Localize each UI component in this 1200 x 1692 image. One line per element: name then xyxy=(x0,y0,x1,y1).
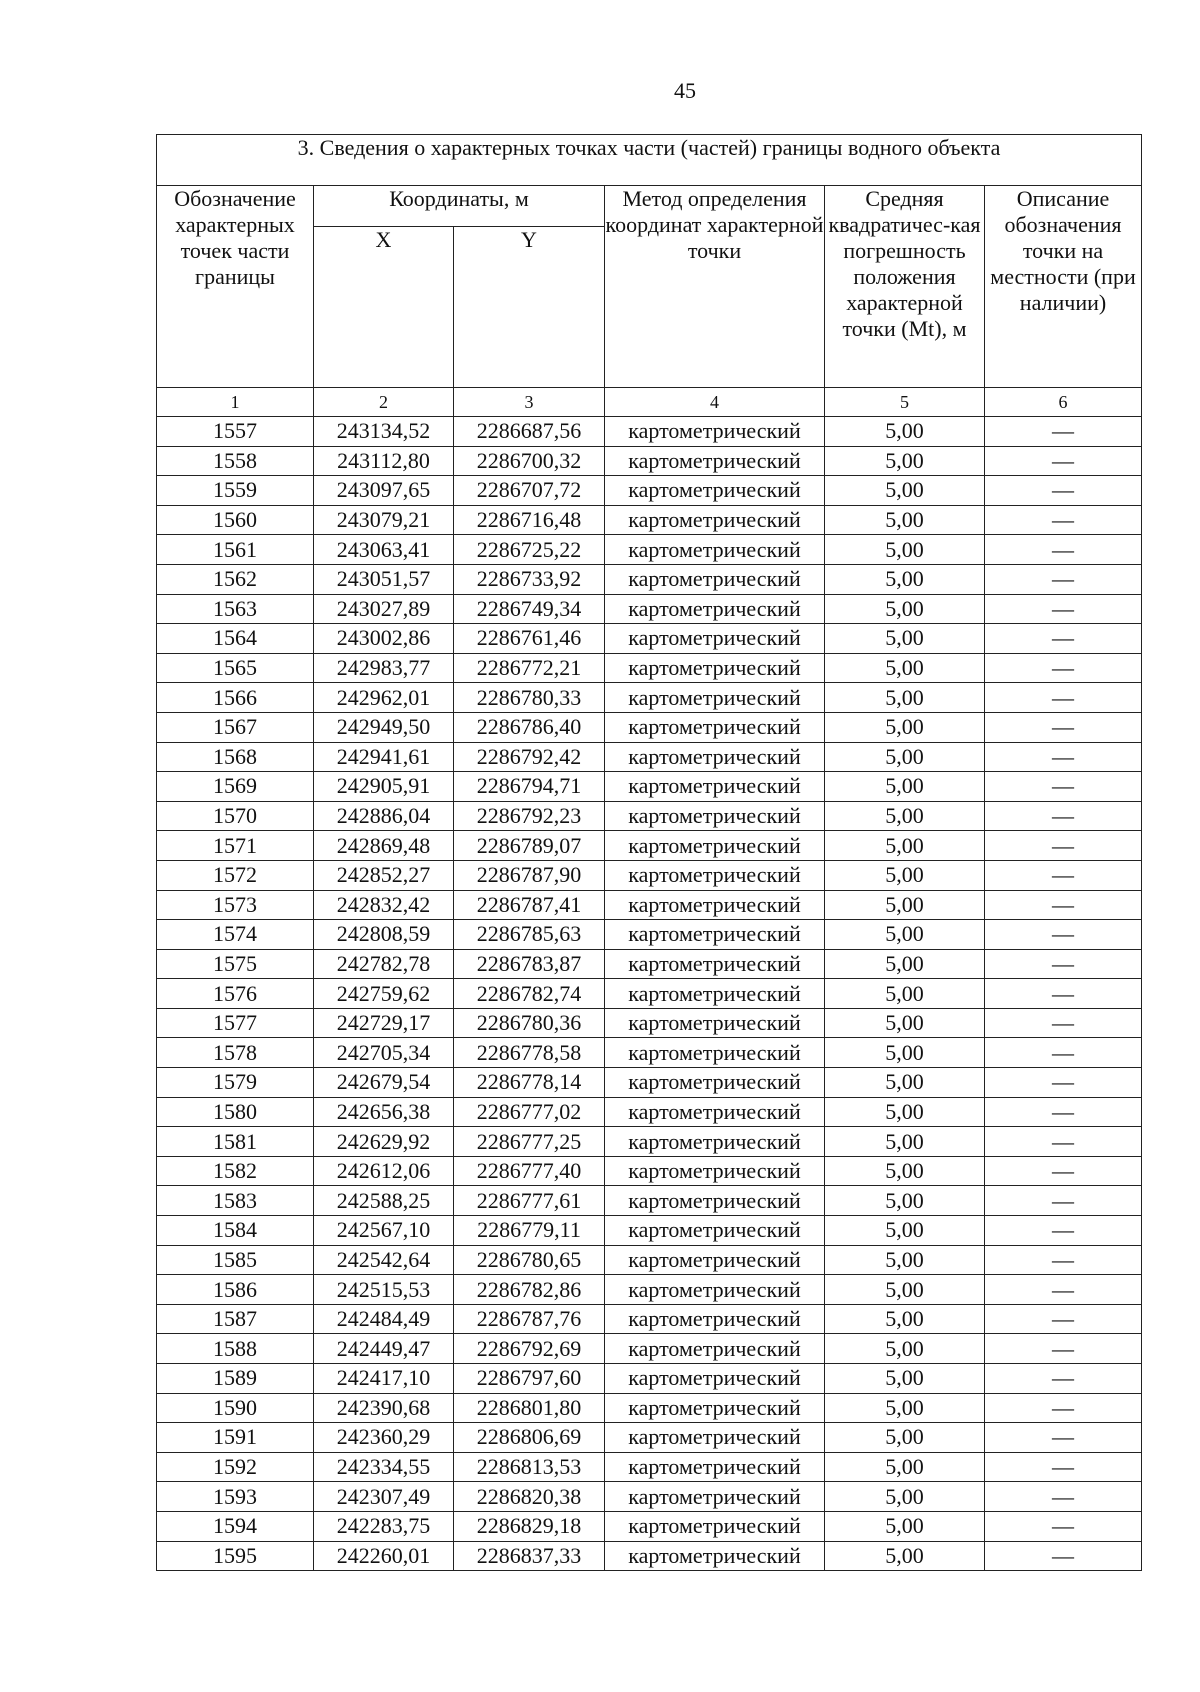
method-cell: картометрический xyxy=(605,1068,825,1098)
table-row xyxy=(157,417,1142,447)
description-cell: — xyxy=(985,1334,1142,1364)
description-cell: — xyxy=(985,1097,1142,1127)
description-cell: — xyxy=(985,860,1142,890)
y-coordinate-cell: 2286707,72 xyxy=(454,476,605,506)
header-y: Y xyxy=(454,227,605,388)
y-coordinate-cell: 2286782,86 xyxy=(454,1275,605,1305)
table-row xyxy=(157,742,1142,772)
point-id-cell: 1580 xyxy=(157,1097,314,1127)
x-coordinate-cell: 242656,38 xyxy=(314,1097,454,1127)
y-coordinate-cell: 2286687,56 xyxy=(454,417,605,447)
table-row xyxy=(157,1511,1142,1541)
description-cell: — xyxy=(985,742,1142,772)
x-coordinate-cell: 242629,92 xyxy=(314,1127,454,1157)
point-id-cell: 1571 xyxy=(157,831,314,861)
y-coordinate-cell: 2286792,23 xyxy=(454,801,605,831)
error-cell: 5,00 xyxy=(825,920,985,950)
point-id-cell: 1559 xyxy=(157,476,314,506)
point-id-cell: 1560 xyxy=(157,505,314,535)
y-coordinate-cell: 2286787,90 xyxy=(454,860,605,890)
error-cell: 5,00 xyxy=(825,1127,985,1157)
description-cell: — xyxy=(985,1452,1142,1482)
description-cell: — xyxy=(985,417,1142,447)
point-id-cell: 1570 xyxy=(157,801,314,831)
point-id-cell: 1573 xyxy=(157,890,314,920)
x-coordinate-cell: 242588,25 xyxy=(314,1186,454,1216)
error-cell: 5,00 xyxy=(825,564,985,594)
description-cell: — xyxy=(985,564,1142,594)
error-cell: 5,00 xyxy=(825,1423,985,1453)
description-cell: — xyxy=(985,831,1142,861)
x-coordinate-cell: 242449,47 xyxy=(314,1334,454,1364)
method-cell: картометрический xyxy=(605,505,825,535)
method-cell: картометрический xyxy=(605,831,825,861)
point-id-cell: 1569 xyxy=(157,772,314,802)
x-coordinate-cell: 242283,75 xyxy=(314,1511,454,1541)
error-cell: 5,00 xyxy=(825,1304,985,1334)
description-cell: — xyxy=(985,1275,1142,1305)
table-row xyxy=(157,1245,1142,1275)
table-row xyxy=(157,1008,1142,1038)
column-number: 6 xyxy=(985,388,1142,417)
method-cell: картометрический xyxy=(605,772,825,802)
method-cell: картометрический xyxy=(605,1038,825,1068)
description-cell: — xyxy=(985,1068,1142,1098)
y-coordinate-cell: 2286785,63 xyxy=(454,920,605,950)
description-cell: — xyxy=(985,712,1142,742)
description-cell: — xyxy=(985,505,1142,535)
y-coordinate-cell: 2286777,25 xyxy=(454,1127,605,1157)
error-cell: 5,00 xyxy=(825,979,985,1009)
method-cell: картометрический xyxy=(605,446,825,476)
point-id-cell: 1583 xyxy=(157,1186,314,1216)
description-cell: — xyxy=(985,624,1142,654)
table-row xyxy=(157,594,1142,624)
y-coordinate-cell: 2286794,71 xyxy=(454,772,605,802)
error-cell: 5,00 xyxy=(825,535,985,565)
description-cell: — xyxy=(985,1304,1142,1334)
x-coordinate-cell: 242869,48 xyxy=(314,831,454,861)
y-coordinate-cell: 2286733,92 xyxy=(454,564,605,594)
table-row xyxy=(157,979,1142,1009)
error-cell: 5,00 xyxy=(825,712,985,742)
point-id-cell: 1574 xyxy=(157,920,314,950)
error-cell: 5,00 xyxy=(825,742,985,772)
error-cell: 5,00 xyxy=(825,1334,985,1364)
y-coordinate-cell: 2286777,02 xyxy=(454,1097,605,1127)
method-cell: картометрический xyxy=(605,1008,825,1038)
description-cell: — xyxy=(985,1423,1142,1453)
table-row xyxy=(157,1068,1142,1098)
method-cell: картометрический xyxy=(605,949,825,979)
x-coordinate-cell: 242949,50 xyxy=(314,712,454,742)
x-coordinate-cell: 242484,49 xyxy=(314,1304,454,1334)
x-coordinate-cell: 242515,53 xyxy=(314,1275,454,1305)
error-cell: 5,00 xyxy=(825,505,985,535)
table-row xyxy=(157,535,1142,565)
error-cell: 5,00 xyxy=(825,1068,985,1098)
table-title: 3. Сведения о характерных точках части (частей) границы водного объекта xyxy=(157,135,1142,186)
page-number: 45 xyxy=(674,78,696,103)
table-row xyxy=(157,1423,1142,1453)
x-coordinate-cell: 242782,78 xyxy=(314,949,454,979)
method-cell: картометрический xyxy=(605,1482,825,1512)
y-coordinate-cell: 2286777,61 xyxy=(454,1186,605,1216)
method-cell: картометрический xyxy=(605,1541,825,1571)
y-coordinate-cell: 2286792,69 xyxy=(454,1334,605,1364)
x-coordinate-cell: 242941,61 xyxy=(314,742,454,772)
x-coordinate-cell: 242542,64 xyxy=(314,1245,454,1275)
y-coordinate-cell: 2286778,14 xyxy=(454,1068,605,1098)
description-cell: — xyxy=(985,801,1142,831)
x-coordinate-cell: 243112,80 xyxy=(314,446,454,476)
point-id-cell: 1595 xyxy=(157,1541,314,1571)
description-cell: — xyxy=(985,772,1142,802)
x-coordinate-cell: 243063,41 xyxy=(314,535,454,565)
point-id-cell: 1578 xyxy=(157,1038,314,1068)
y-coordinate-cell: 2286837,33 xyxy=(454,1541,605,1571)
table-row xyxy=(157,1541,1142,1571)
method-cell: картометрический xyxy=(605,1334,825,1364)
point-id-cell: 1588 xyxy=(157,1334,314,1364)
point-id-cell: 1562 xyxy=(157,564,314,594)
x-coordinate-cell: 242983,77 xyxy=(314,653,454,683)
point-id-cell: 1587 xyxy=(157,1304,314,1334)
method-cell: картометрический xyxy=(605,624,825,654)
y-coordinate-cell: 2286787,76 xyxy=(454,1304,605,1334)
error-cell: 5,00 xyxy=(825,1393,985,1423)
x-coordinate-cell: 242759,62 xyxy=(314,979,454,1009)
error-cell: 5,00 xyxy=(825,1482,985,1512)
table-row xyxy=(157,1304,1142,1334)
point-id-cell: 1563 xyxy=(157,594,314,624)
point-id-cell: 1565 xyxy=(157,653,314,683)
point-id-cell: 1579 xyxy=(157,1068,314,1098)
y-coordinate-cell: 2286780,33 xyxy=(454,683,605,713)
x-coordinate-cell: 242307,49 xyxy=(314,1482,454,1512)
description-cell: — xyxy=(985,1482,1142,1512)
method-cell: картометрический xyxy=(605,1452,825,1482)
x-coordinate-cell: 242417,10 xyxy=(314,1364,454,1394)
y-coordinate-cell: 2286777,40 xyxy=(454,1156,605,1186)
table-row xyxy=(157,712,1142,742)
header-description: Описание обозначения точки на местности (при наличии) xyxy=(985,186,1142,388)
point-id-cell: 1594 xyxy=(157,1511,314,1541)
method-cell: картометрический xyxy=(605,594,825,624)
method-cell: картометрический xyxy=(605,1127,825,1157)
y-coordinate-cell: 2286820,38 xyxy=(454,1482,605,1512)
error-cell: 5,00 xyxy=(825,1275,985,1305)
description-cell: — xyxy=(985,920,1142,950)
method-cell: картометрический xyxy=(605,1364,825,1394)
y-coordinate-cell: 2286797,60 xyxy=(454,1364,605,1394)
point-id-cell: 1576 xyxy=(157,979,314,1009)
column-number: 1 xyxy=(157,388,314,417)
error-cell: 5,00 xyxy=(825,772,985,802)
point-id-cell: 1577 xyxy=(157,1008,314,1038)
x-coordinate-cell: 242832,42 xyxy=(314,890,454,920)
x-coordinate-cell: 242390,68 xyxy=(314,1393,454,1423)
method-cell: картометрический xyxy=(605,1186,825,1216)
x-coordinate-cell: 242852,27 xyxy=(314,860,454,890)
y-coordinate-cell: 2286772,21 xyxy=(454,653,605,683)
table-row xyxy=(157,1275,1142,1305)
description-cell: — xyxy=(985,1038,1142,1068)
table-row xyxy=(157,1482,1142,1512)
table-row xyxy=(157,1097,1142,1127)
header-coordinates: Координаты, м xyxy=(314,186,605,227)
error-cell: 5,00 xyxy=(825,653,985,683)
point-id-cell: 1572 xyxy=(157,860,314,890)
method-cell: картометрический xyxy=(605,1275,825,1305)
error-cell: 5,00 xyxy=(825,1097,985,1127)
description-cell: — xyxy=(985,1156,1142,1186)
point-id-cell: 1568 xyxy=(157,742,314,772)
method-cell: картометрический xyxy=(605,979,825,1009)
header-method: Метод определения координат характерной точки xyxy=(605,186,825,388)
error-cell: 5,00 xyxy=(825,860,985,890)
column-number: 5 xyxy=(825,388,985,417)
x-coordinate-cell: 243027,89 xyxy=(314,594,454,624)
table-row xyxy=(157,505,1142,535)
x-coordinate-cell: 243097,65 xyxy=(314,476,454,506)
method-cell: картометрический xyxy=(605,1245,825,1275)
table-row xyxy=(157,564,1142,594)
column-number: 3 xyxy=(454,388,605,417)
error-cell: 5,00 xyxy=(825,1452,985,1482)
point-id-cell: 1558 xyxy=(157,446,314,476)
point-id-cell: 1566 xyxy=(157,683,314,713)
error-cell: 5,00 xyxy=(825,417,985,447)
description-cell: — xyxy=(985,1541,1142,1571)
method-cell: картометрический xyxy=(605,1304,825,1334)
x-coordinate-cell: 243002,86 xyxy=(314,624,454,654)
point-id-cell: 1593 xyxy=(157,1482,314,1512)
error-cell: 5,00 xyxy=(825,683,985,713)
description-cell: — xyxy=(985,1393,1142,1423)
error-cell: 5,00 xyxy=(825,446,985,476)
y-coordinate-cell: 2286813,53 xyxy=(454,1452,605,1482)
y-coordinate-cell: 2286783,87 xyxy=(454,949,605,979)
table-row xyxy=(157,1393,1142,1423)
column-numbers-row xyxy=(157,388,1142,417)
error-cell: 5,00 xyxy=(825,801,985,831)
y-coordinate-cell: 2286780,36 xyxy=(454,1008,605,1038)
description-cell: — xyxy=(985,535,1142,565)
y-coordinate-cell: 2286779,11 xyxy=(454,1216,605,1246)
point-id-cell: 1590 xyxy=(157,1393,314,1423)
column-number: 2 xyxy=(314,388,454,417)
description-cell: — xyxy=(985,683,1142,713)
point-id-cell: 1564 xyxy=(157,624,314,654)
method-cell: картометрический xyxy=(605,742,825,772)
method-cell: картометрический xyxy=(605,535,825,565)
method-cell: картометрический xyxy=(605,801,825,831)
x-coordinate-cell: 242679,54 xyxy=(314,1068,454,1098)
y-coordinate-cell: 2286749,34 xyxy=(454,594,605,624)
error-cell: 5,00 xyxy=(825,949,985,979)
point-id-cell: 1582 xyxy=(157,1156,314,1186)
description-cell: — xyxy=(985,594,1142,624)
boundary-points-table xyxy=(156,134,1142,1571)
table-row xyxy=(157,1452,1142,1482)
description-cell: — xyxy=(985,476,1142,506)
point-id-cell: 1575 xyxy=(157,949,314,979)
y-coordinate-cell: 2286761,46 xyxy=(454,624,605,654)
point-id-cell: 1591 xyxy=(157,1423,314,1453)
x-coordinate-cell: 242705,34 xyxy=(314,1038,454,1068)
table-row xyxy=(157,683,1142,713)
error-cell: 5,00 xyxy=(825,1541,985,1571)
y-coordinate-cell: 2286789,07 xyxy=(454,831,605,861)
y-coordinate-cell: 2286829,18 xyxy=(454,1511,605,1541)
x-coordinate-cell: 242808,59 xyxy=(314,920,454,950)
x-coordinate-cell: 242360,29 xyxy=(314,1423,454,1453)
description-cell: — xyxy=(985,1008,1142,1038)
description-cell: — xyxy=(985,1127,1142,1157)
header-designation: Обозначение характерных точек части границы xyxy=(157,186,314,388)
y-coordinate-cell: 2286787,41 xyxy=(454,890,605,920)
y-coordinate-cell: 2286716,48 xyxy=(454,505,605,535)
header-error: Средняя квадратичес-кая погрешность положения характерной точки (Mt), м xyxy=(825,186,985,388)
method-cell: картометрический xyxy=(605,920,825,950)
point-id-cell: 1561 xyxy=(157,535,314,565)
method-cell: картометрический xyxy=(605,890,825,920)
method-cell: картометрический xyxy=(605,860,825,890)
point-id-cell: 1557 xyxy=(157,417,314,447)
y-coordinate-cell: 2286792,42 xyxy=(454,742,605,772)
x-coordinate-cell: 242612,06 xyxy=(314,1156,454,1186)
method-cell: картометрический xyxy=(605,564,825,594)
x-coordinate-cell: 243051,57 xyxy=(314,564,454,594)
method-cell: картометрический xyxy=(605,683,825,713)
table-row xyxy=(157,772,1142,802)
error-cell: 5,00 xyxy=(825,1186,985,1216)
error-cell: 5,00 xyxy=(825,890,985,920)
method-cell: картометрический xyxy=(605,1393,825,1423)
table-row xyxy=(157,624,1142,654)
point-id-cell: 1589 xyxy=(157,1364,314,1394)
table-row xyxy=(157,920,1142,950)
error-cell: 5,00 xyxy=(825,476,985,506)
table-row xyxy=(157,890,1142,920)
description-cell: — xyxy=(985,1245,1142,1275)
table-row xyxy=(157,831,1142,861)
header-x: X xyxy=(314,227,454,388)
y-coordinate-cell: 2286778,58 xyxy=(454,1038,605,1068)
description-cell: — xyxy=(985,979,1142,1009)
point-id-cell: 1581 xyxy=(157,1127,314,1157)
table-row xyxy=(157,860,1142,890)
error-cell: 5,00 xyxy=(825,1245,985,1275)
error-cell: 5,00 xyxy=(825,624,985,654)
table-row xyxy=(157,1127,1142,1157)
point-id-cell: 1586 xyxy=(157,1275,314,1305)
y-coordinate-cell: 2286780,65 xyxy=(454,1245,605,1275)
x-coordinate-cell: 243079,21 xyxy=(314,505,454,535)
error-cell: 5,00 xyxy=(825,1216,985,1246)
x-coordinate-cell: 243134,52 xyxy=(314,417,454,447)
method-cell: картометрический xyxy=(605,653,825,683)
table-row xyxy=(157,1038,1142,1068)
description-cell: — xyxy=(985,949,1142,979)
point-id-cell: 1585 xyxy=(157,1245,314,1275)
y-coordinate-cell: 2286700,32 xyxy=(454,446,605,476)
x-coordinate-cell: 242567,10 xyxy=(314,1216,454,1246)
description-cell: — xyxy=(985,1186,1142,1216)
method-cell: картометрический xyxy=(605,476,825,506)
error-cell: 5,00 xyxy=(825,594,985,624)
point-id-cell: 1584 xyxy=(157,1216,314,1246)
method-cell: картометрический xyxy=(605,1511,825,1541)
method-cell: картометрический xyxy=(605,712,825,742)
y-coordinate-cell: 2286801,80 xyxy=(454,1393,605,1423)
table-row xyxy=(157,1156,1142,1186)
table-row xyxy=(157,949,1142,979)
column-number: 4 xyxy=(605,388,825,417)
error-cell: 5,00 xyxy=(825,1038,985,1068)
table-row xyxy=(157,476,1142,506)
error-cell: 5,00 xyxy=(825,1008,985,1038)
table-row xyxy=(157,1216,1142,1246)
x-coordinate-cell: 242886,04 xyxy=(314,801,454,831)
x-coordinate-cell: 242334,55 xyxy=(314,1452,454,1482)
table-row xyxy=(157,653,1142,683)
x-coordinate-cell: 242962,01 xyxy=(314,683,454,713)
table-row xyxy=(157,1334,1142,1364)
table-row xyxy=(157,801,1142,831)
error-cell: 5,00 xyxy=(825,1156,985,1186)
method-cell: картометрический xyxy=(605,1216,825,1246)
description-cell: — xyxy=(985,1216,1142,1246)
table-row xyxy=(157,446,1142,476)
table-row xyxy=(157,1364,1142,1394)
y-coordinate-cell: 2286725,22 xyxy=(454,535,605,565)
x-coordinate-cell: 242905,91 xyxy=(314,772,454,802)
x-coordinate-cell: 242260,01 xyxy=(314,1541,454,1571)
y-coordinate-cell: 2286786,40 xyxy=(454,712,605,742)
x-coordinate-cell: 242729,17 xyxy=(314,1008,454,1038)
method-cell: картометрический xyxy=(605,417,825,447)
description-cell: — xyxy=(985,446,1142,476)
description-cell: — xyxy=(985,890,1142,920)
description-cell: — xyxy=(985,653,1142,683)
point-id-cell: 1567 xyxy=(157,712,314,742)
method-cell: картометрический xyxy=(605,1156,825,1186)
description-cell: — xyxy=(985,1511,1142,1541)
method-cell: картометрический xyxy=(605,1423,825,1453)
error-cell: 5,00 xyxy=(825,1364,985,1394)
table-body xyxy=(157,417,1142,1571)
method-cell: картометрический xyxy=(605,1097,825,1127)
error-cell: 5,00 xyxy=(825,1511,985,1541)
y-coordinate-cell: 2286806,69 xyxy=(454,1423,605,1453)
point-id-cell: 1592 xyxy=(157,1452,314,1482)
y-coordinate-cell: 2286782,74 xyxy=(454,979,605,1009)
description-cell: — xyxy=(985,1364,1142,1394)
error-cell: 5,00 xyxy=(825,831,985,861)
table-row xyxy=(157,1186,1142,1216)
